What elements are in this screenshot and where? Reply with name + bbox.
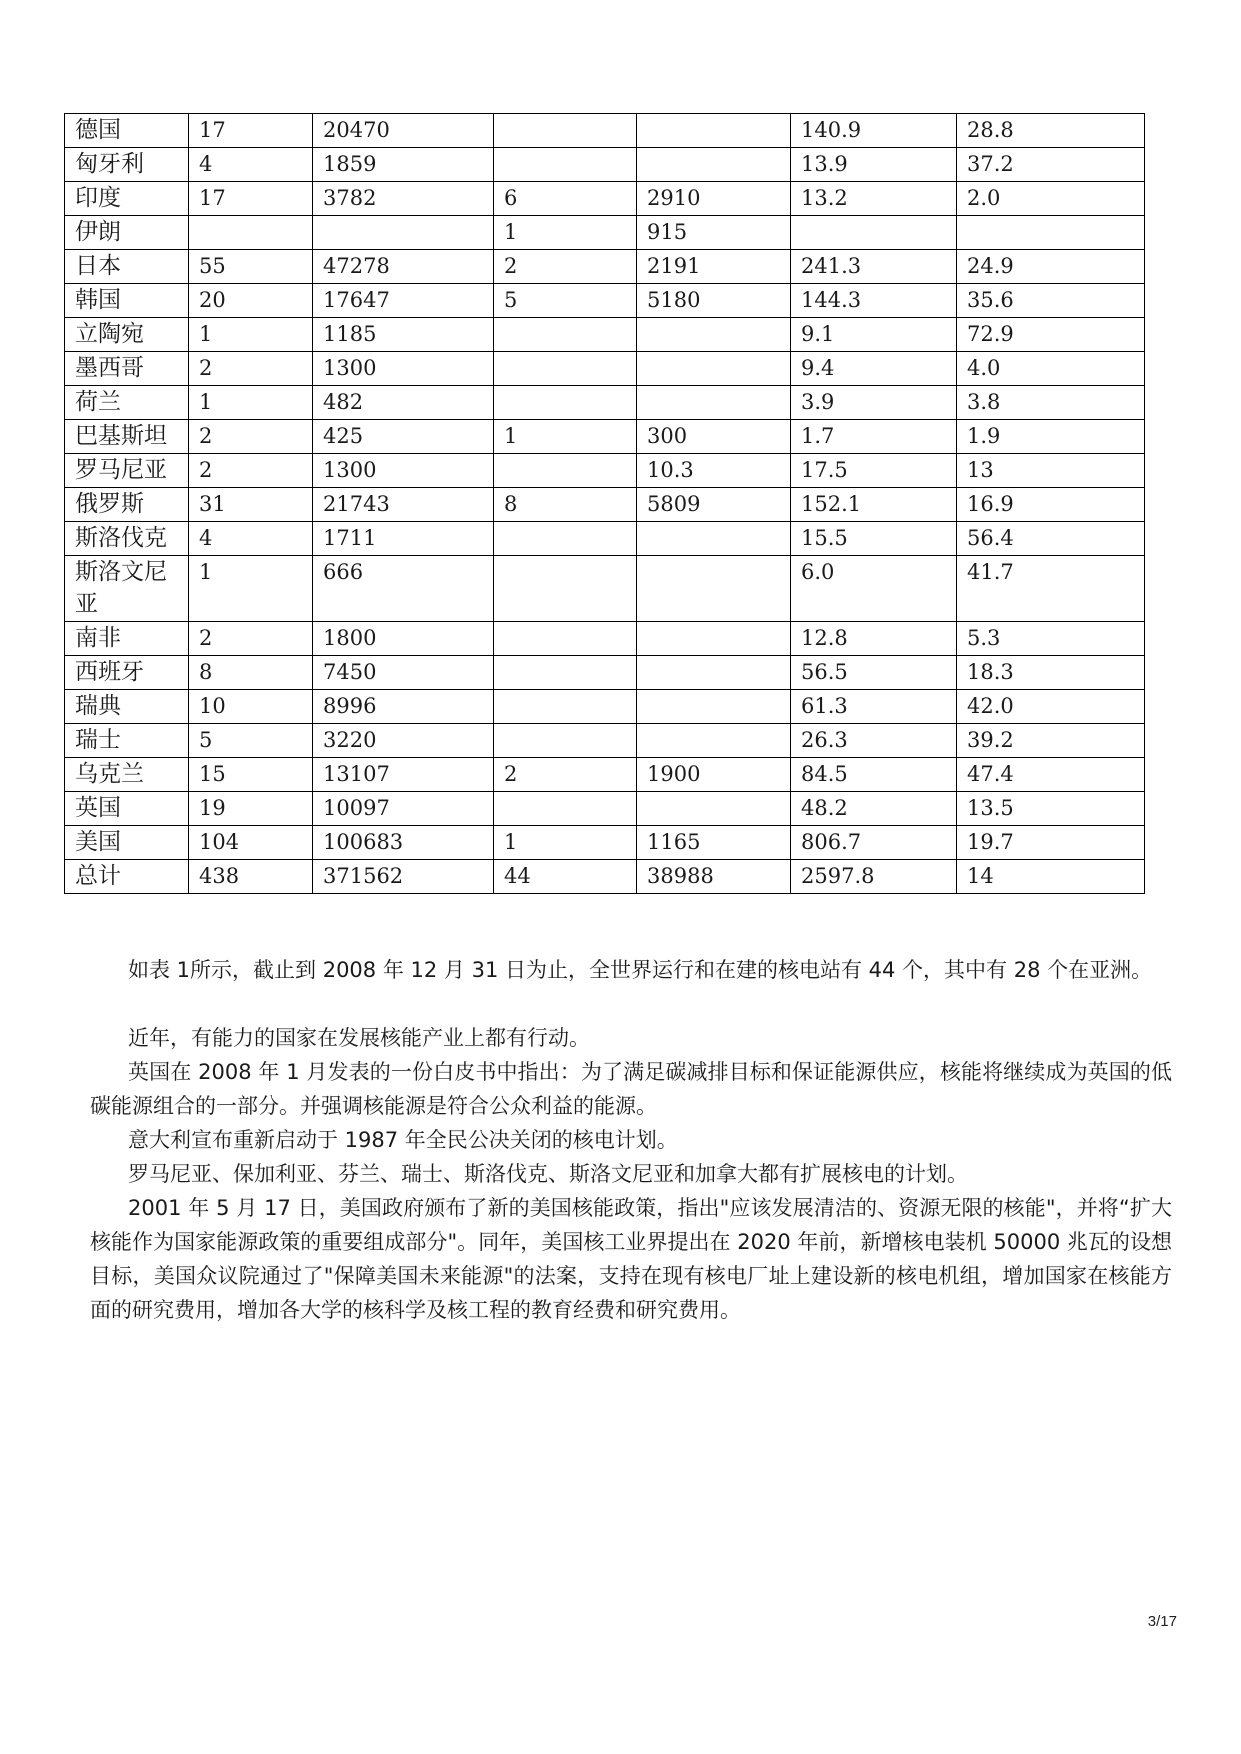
data-cell	[494, 522, 637, 556]
data-cell: 17	[189, 114, 313, 148]
country-cell: 西班牙	[65, 656, 189, 690]
data-cell: 1859	[313, 148, 494, 182]
table-row	[65, 690, 1145, 724]
data-cell: 1800	[313, 622, 494, 656]
data-cell	[494, 656, 637, 690]
data-cell: 10097	[313, 792, 494, 826]
data-cell: 9.1	[791, 318, 957, 352]
data-cell: 140.9	[791, 114, 957, 148]
data-cell: 3220	[313, 724, 494, 758]
data-cell: 15.5	[791, 522, 957, 556]
data-cell: 4.0	[957, 352, 1145, 386]
data-cell: 19	[189, 792, 313, 826]
data-cell	[957, 216, 1145, 250]
data-cell	[494, 386, 637, 420]
data-cell: 371562	[313, 860, 494, 894]
data-cell: 5	[189, 724, 313, 758]
data-cell: 2910	[637, 182, 791, 216]
table-row	[65, 216, 1145, 250]
table-row	[65, 656, 1145, 690]
country-cell: 韩国	[65, 284, 189, 318]
data-cell	[494, 556, 637, 622]
table-row	[65, 114, 1145, 148]
data-cell: 56.4	[957, 522, 1145, 556]
data-cell	[637, 148, 791, 182]
data-cell: 16.9	[957, 488, 1145, 522]
data-cell: 1.7	[791, 420, 957, 454]
paragraph-5: 罗马尼亚、保加利亚、芬兰、瑞士、斯洛伐克、斯洛文尼亚和加拿大都有扩展核电的计划。	[128, 1162, 968, 1186]
table-row	[65, 318, 1145, 352]
data-cell: 1711	[313, 522, 494, 556]
data-cell: 56.5	[791, 656, 957, 690]
table-row	[65, 284, 1145, 318]
data-cell: 3782	[313, 182, 494, 216]
data-cell: 19.7	[957, 826, 1145, 860]
data-cell: 3.8	[957, 386, 1145, 420]
data-cell: 482	[313, 386, 494, 420]
country-cell: 伊朗	[65, 216, 189, 250]
table-row	[65, 758, 1145, 792]
country-cell: 俄罗斯	[65, 488, 189, 522]
table-row	[65, 556, 1145, 622]
data-cell: 1	[189, 386, 313, 420]
data-cell: 31	[189, 488, 313, 522]
table-row	[65, 250, 1145, 284]
country-cell: 乌克兰	[65, 758, 189, 792]
data-cell: 17.5	[791, 454, 957, 488]
data-cell: 10	[189, 690, 313, 724]
data-cell: 3.9	[791, 386, 957, 420]
data-cell: 152.1	[791, 488, 957, 522]
table-body	[65, 114, 1145, 894]
data-cell: 41.7	[957, 556, 1145, 622]
paragraph-6: 2001 年 5 月 17 日，美国政府颁布了新的美国核能政策，指出"应该发展清洁的、资源无限的核能"，并将“扩大核能作为国家能源政策的重要组成部分"。同年，美国核工业界提出在 2020 年前，新增核电装机 50000 兆瓦的设想目标，美国众议院通过了"保障美国未来能源"的法案，支持在现有核电厂址上建设新的核电机组，增加国家在核能方面的研究费用，增加各大学的核科学及核工程的教育经费和研究费用。	[90, 1196, 1172, 1322]
data-cell: 4	[189, 522, 313, 556]
data-cell	[637, 318, 791, 352]
data-cell	[494, 352, 637, 386]
country-cell: 斯洛伐克	[65, 522, 189, 556]
data-cell: 6.0	[791, 556, 957, 622]
data-cell: 42.0	[957, 690, 1145, 724]
data-cell: 8996	[313, 690, 494, 724]
data-cell: 241.3	[791, 250, 957, 284]
data-cell: 28.8	[957, 114, 1145, 148]
data-cell: 17647	[313, 284, 494, 318]
data-cell: 1300	[313, 352, 494, 386]
data-cell: 37.2	[957, 148, 1145, 182]
data-cell: 1.9	[957, 420, 1145, 454]
table-row	[65, 522, 1145, 556]
country-cell: 瑞典	[65, 690, 189, 724]
data-cell	[494, 114, 637, 148]
table-row	[65, 792, 1145, 826]
data-cell: 1165	[637, 826, 791, 860]
data-cell	[637, 622, 791, 656]
data-cell: 48.2	[791, 792, 957, 826]
data-cell	[637, 386, 791, 420]
data-cell: 26.3	[791, 724, 957, 758]
data-cell: 2597.8	[791, 860, 957, 894]
table-row	[65, 148, 1145, 182]
data-cell: 24.9	[957, 250, 1145, 284]
data-cell	[637, 352, 791, 386]
country-cell: 荷兰	[65, 386, 189, 420]
country-cell: 印度	[65, 182, 189, 216]
data-cell	[494, 690, 637, 724]
country-cell: 斯洛文尼亚	[65, 556, 189, 622]
paragraph-4: 意大利宣布重新启动于 1987 年全民公决关闭的核电计划。	[128, 1128, 678, 1152]
data-cell: 17	[189, 182, 313, 216]
data-cell: 915	[637, 216, 791, 250]
data-cell	[637, 114, 791, 148]
data-cell: 438	[189, 860, 313, 894]
data-cell: 1	[189, 318, 313, 352]
data-cell	[637, 656, 791, 690]
data-cell: 47.4	[957, 758, 1145, 792]
data-cell: 20470	[313, 114, 494, 148]
data-cell: 6	[494, 182, 637, 216]
data-cell	[637, 522, 791, 556]
data-cell: 1	[494, 216, 637, 250]
table-row	[65, 182, 1145, 216]
table-row	[65, 826, 1145, 860]
country-cell: 匈牙利	[65, 148, 189, 182]
data-cell	[494, 454, 637, 488]
data-cell: 425	[313, 420, 494, 454]
data-cell: 5809	[637, 488, 791, 522]
data-cell	[313, 216, 494, 250]
data-cell: 2	[494, 250, 637, 284]
data-cell: 2191	[637, 250, 791, 284]
country-cell: 瑞士	[65, 724, 189, 758]
data-cell: 2	[189, 622, 313, 656]
data-cell	[494, 724, 637, 758]
country-cell: 总计	[65, 860, 189, 894]
data-cell: 9.4	[791, 352, 957, 386]
data-cell: 104	[189, 826, 313, 860]
data-cell: 13.2	[791, 182, 957, 216]
data-cell	[494, 148, 637, 182]
data-cell: 5180	[637, 284, 791, 318]
data-cell: 5.3	[957, 622, 1145, 656]
data-cell: 1	[189, 556, 313, 622]
country-cell: 日本	[65, 250, 189, 284]
data-cell: 4	[189, 148, 313, 182]
data-cell: 8	[494, 488, 637, 522]
data-cell: 2	[189, 420, 313, 454]
data-cell	[637, 690, 791, 724]
table-row	[65, 622, 1145, 656]
data-cell: 55	[189, 250, 313, 284]
data-cell	[637, 792, 791, 826]
paragraph-2: 近年，有能力的国家在发展核能产业上都有行动。	[128, 1026, 590, 1050]
data-cell: 72.9	[957, 318, 1145, 352]
country-cell: 美国	[65, 826, 189, 860]
data-cell: 18.3	[957, 656, 1145, 690]
table-row	[65, 420, 1145, 454]
data-cell	[494, 622, 637, 656]
data-cell: 13.5	[957, 792, 1145, 826]
data-cell: 61.3	[791, 690, 957, 724]
data-cell: 21743	[313, 488, 494, 522]
data-cell: 10.3	[637, 454, 791, 488]
table-row	[65, 352, 1145, 386]
paragraph-3: 英国在 2008 年 1 月发表的一份白皮书中指出：为了满足碳减排目标和保证能源供应，核能将继续成为英国的低碳能源组合的一部分。并强调核能源是符合公众利益的能源。	[90, 1060, 1172, 1118]
page-number: 3/17	[1147, 1613, 1177, 1630]
data-cell: 47278	[313, 250, 494, 284]
data-cell: 14	[957, 860, 1145, 894]
country-cell: 立陶宛	[65, 318, 189, 352]
table-row	[65, 860, 1145, 894]
data-cell: 1185	[313, 318, 494, 352]
data-cell: 1	[494, 826, 637, 860]
data-cell: 15	[189, 758, 313, 792]
country-cell: 南非	[65, 622, 189, 656]
data-cell	[494, 792, 637, 826]
country-cell: 罗马尼亚	[65, 454, 189, 488]
table-row	[65, 488, 1145, 522]
data-cell: 13	[957, 454, 1145, 488]
country-cell: 墨西哥	[65, 352, 189, 386]
data-cell: 5	[494, 284, 637, 318]
table-row	[65, 386, 1145, 420]
data-cell	[637, 724, 791, 758]
nuclear-power-table	[64, 113, 1145, 894]
data-cell: 666	[313, 556, 494, 622]
data-cell: 100683	[313, 826, 494, 860]
data-cell: 13.9	[791, 148, 957, 182]
data-cell: 39.2	[957, 724, 1145, 758]
country-cell: 巴基斯坦	[65, 420, 189, 454]
data-cell: 13107	[313, 758, 494, 792]
data-cell: 84.5	[791, 758, 957, 792]
country-cell: 英国	[65, 792, 189, 826]
data-cell: 44	[494, 860, 637, 894]
data-cell: 1300	[313, 454, 494, 488]
data-cell: 2	[189, 454, 313, 488]
data-cell: 7450	[313, 656, 494, 690]
data-cell	[494, 318, 637, 352]
data-cell	[189, 216, 313, 250]
data-cell: 12.8	[791, 622, 957, 656]
data-cell: 35.6	[957, 284, 1145, 318]
data-cell: 806.7	[791, 826, 957, 860]
data-cell	[791, 216, 957, 250]
data-cell: 2	[494, 758, 637, 792]
data-cell: 8	[189, 656, 313, 690]
data-cell: 1	[494, 420, 637, 454]
data-cell: 144.3	[791, 284, 957, 318]
data-cell	[637, 556, 791, 622]
data-cell: 1900	[637, 758, 791, 792]
data-cell: 2.0	[957, 182, 1145, 216]
table-row	[65, 454, 1145, 488]
data-cell: 2	[189, 352, 313, 386]
data-cell: 38988	[637, 860, 791, 894]
country-cell: 德国	[65, 114, 189, 148]
data-cell: 20	[189, 284, 313, 318]
paragraph-1: 如表 1所示，截止到 2008 年 12 月 31 日为止，全世界运行和在建的核电站有 44 个，其中有 28 个在亚洲。	[128, 958, 1153, 982]
table-row	[65, 724, 1145, 758]
data-cell: 300	[637, 420, 791, 454]
